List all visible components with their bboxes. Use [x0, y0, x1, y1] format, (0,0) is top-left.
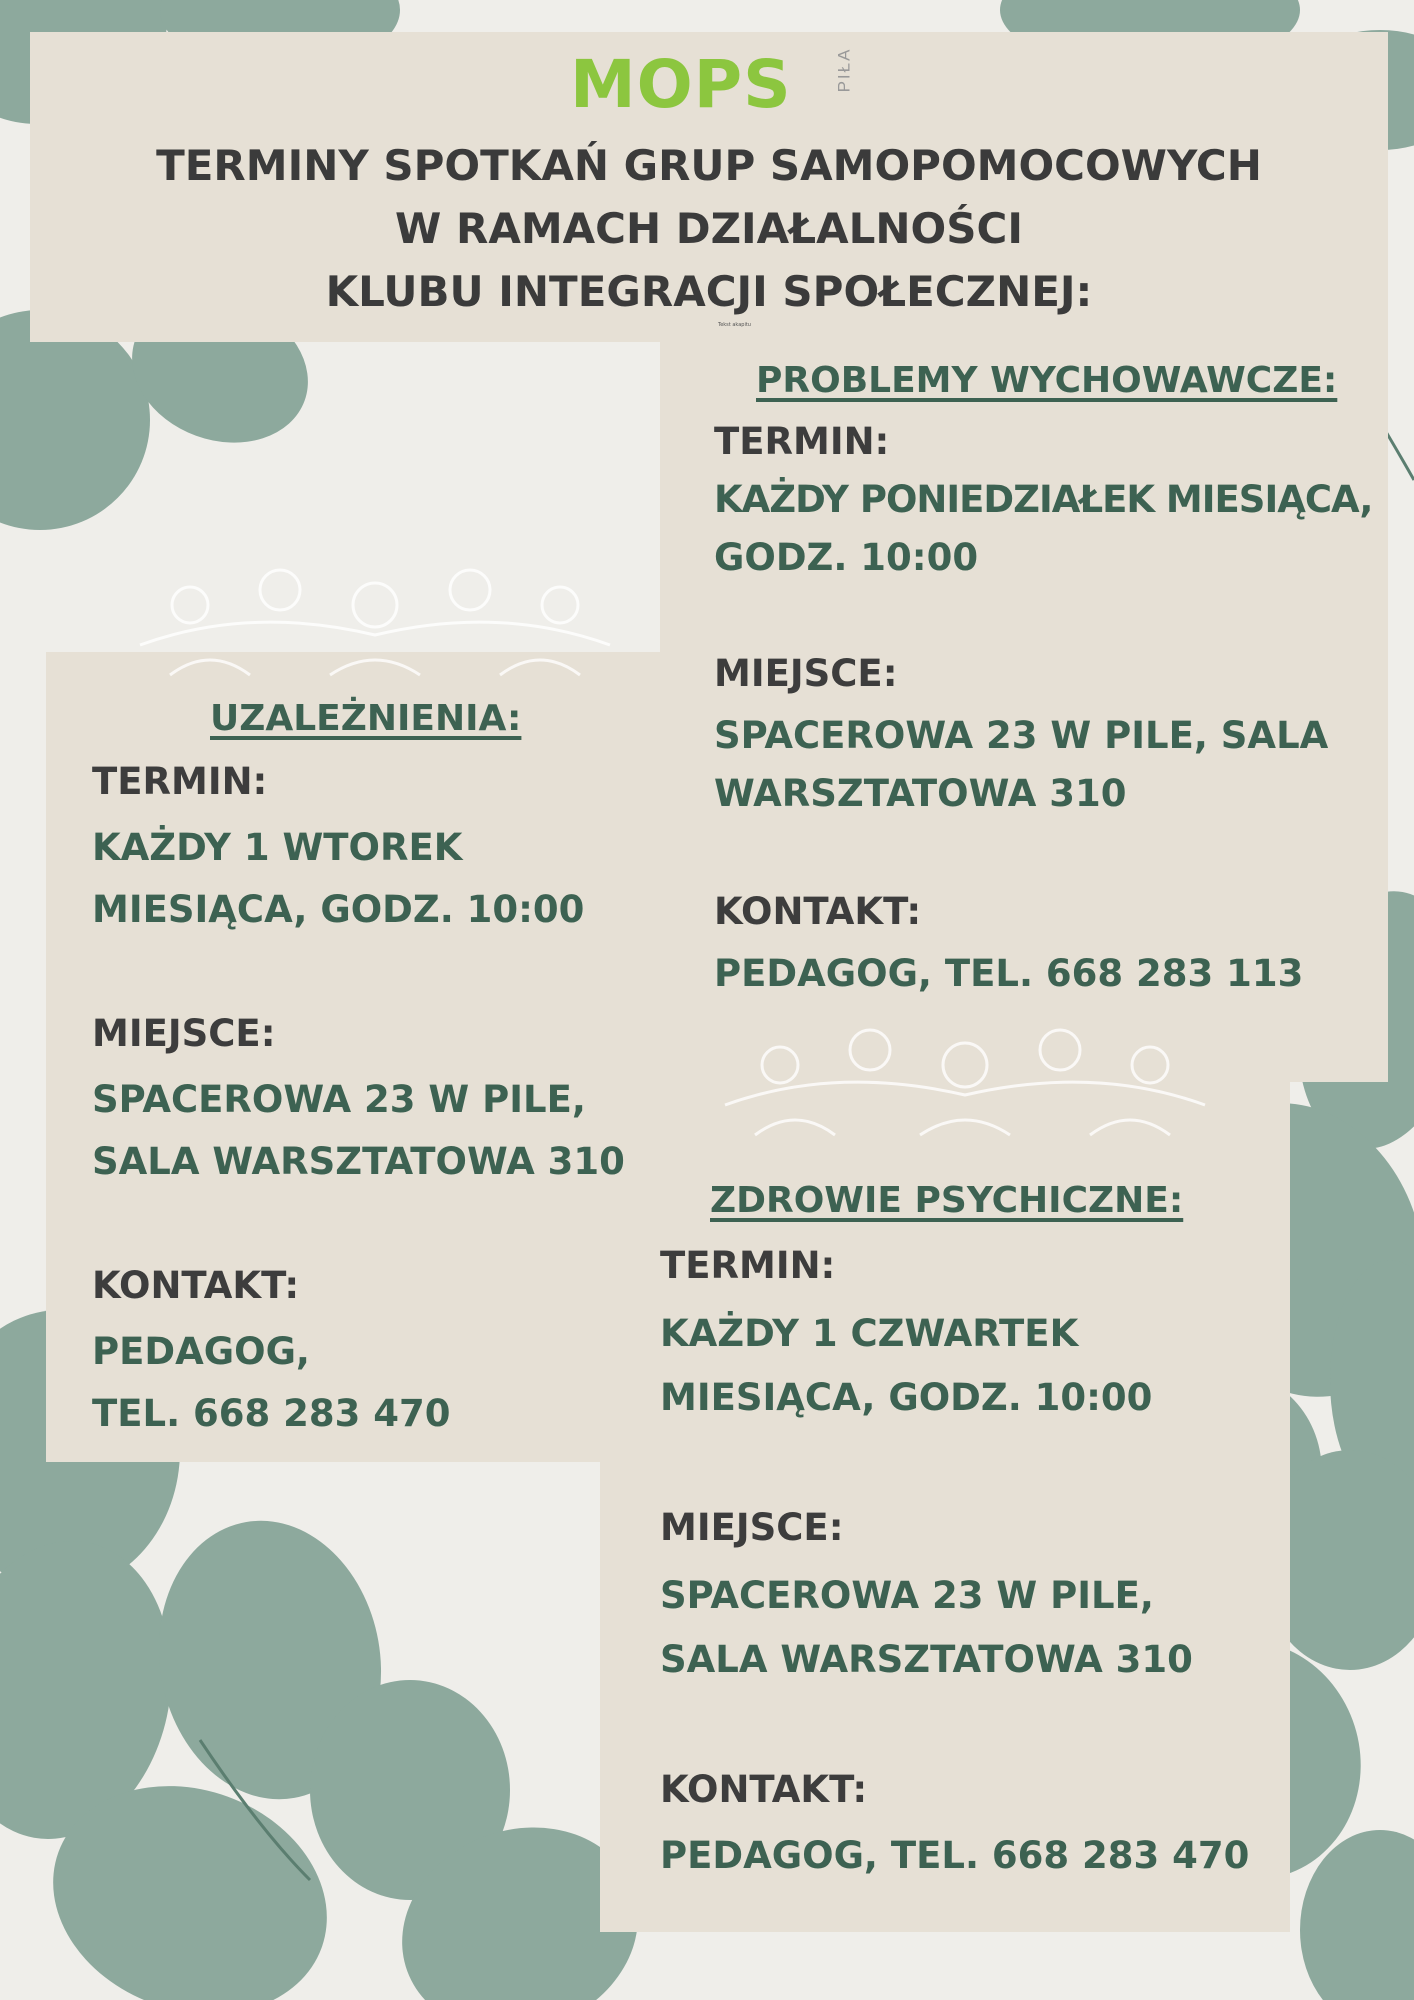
uzaleznienia-title: UZALEŻNIENIA:: [210, 698, 522, 739]
mops-logo: [570, 46, 854, 124]
zdrowie-termin-label: TERMIN:: [660, 1244, 836, 1287]
zdrowie-termin-line-2: MIESIĄCA, GODZ. 10:00: [660, 1376, 1153, 1419]
problemy-termin-label: TERMIN:: [714, 420, 890, 463]
header-line-2: W RAMACH DZIAŁALNOŚCI: [395, 204, 1023, 253]
problemy-termin-line-2: GODZ. 10:00: [714, 536, 979, 579]
problemy-title: PROBLEMY WYCHOWAWCZE:: [756, 360, 1338, 401]
uzaleznienia-termin-line-1: KAŻDY 1 WTOREK: [92, 826, 463, 869]
uzaleznienia-kontakt-line-2: TEL. 668 283 470: [92, 1392, 451, 1435]
problemy-kontakt-line-1: PEDAGOG, TEL. 668 283 113: [714, 952, 1304, 995]
logo-subtitle: PIŁA: [834, 47, 854, 93]
floral-ornament-right: [715, 1005, 1215, 1155]
uzaleznienia-kontakt-line-1: PEDAGOG,: [92, 1330, 310, 1373]
uzaleznienia-termin-label: TERMIN:: [92, 760, 268, 803]
zdrowie-termin-line-1: KAŻDY 1 CZWARTEK: [660, 1312, 1079, 1355]
uzaleznienia-termin-line-2: MIESIĄCA, GODZ. 10:00: [92, 888, 585, 931]
logo-text: MOPS: [570, 46, 792, 123]
problemy-miejsce-line-2: WARSZTATOWA 310: [714, 772, 1127, 815]
problemy-kontakt-label: KONTAKT:: [714, 890, 922, 933]
problemy-miejsce-line-1: SPACEROWA 23 W PILE, SALA: [714, 714, 1329, 757]
uzaleznienia-miejsce-label: MIEJSCE:: [92, 1012, 276, 1055]
zdrowie-kontakt-label: KONTAKT:: [660, 1768, 868, 1811]
zdrowie-miejsce-line-1: SPACEROWA 23 W PILE,: [660, 1574, 1154, 1617]
uzaleznienia-kontakt-label: KONTAKT:: [92, 1264, 300, 1307]
header-line-1: TERMINY SPOTKAŃ GRUP SAMOPOMOCOWYCH: [156, 141, 1262, 190]
header-line-3: KLUBU INTEGRACJI SPOŁECZNEJ:: [325, 267, 1093, 316]
zdrowie-miejsce-line-2: SALA WARSZTATOWA 310: [660, 1638, 1193, 1681]
uzaleznienia-miejsce-line-2: SALA WARSZTATOWA 310: [92, 1140, 625, 1183]
floral-ornament-left: [130, 545, 620, 695]
zdrowie-title: ZDROWIE PSYCHICZNE:: [710, 1180, 1184, 1221]
problemy-termin-line-1: KAŻDY PONIEDZIAŁEK MIESIĄCA,: [714, 478, 1373, 521]
zdrowie-miejsce-label: MIEJSCE:: [660, 1506, 844, 1549]
small-note: Tekst akapitu: [718, 322, 751, 328]
zdrowie-kontakt-line-1: PEDAGOG, TEL. 668 283 470: [660, 1834, 1250, 1877]
problemy-miejsce-label: MIEJSCE:: [714, 652, 898, 695]
uzaleznienia-miejsce-line-1: SPACEROWA 23 W PILE,: [92, 1078, 586, 1121]
